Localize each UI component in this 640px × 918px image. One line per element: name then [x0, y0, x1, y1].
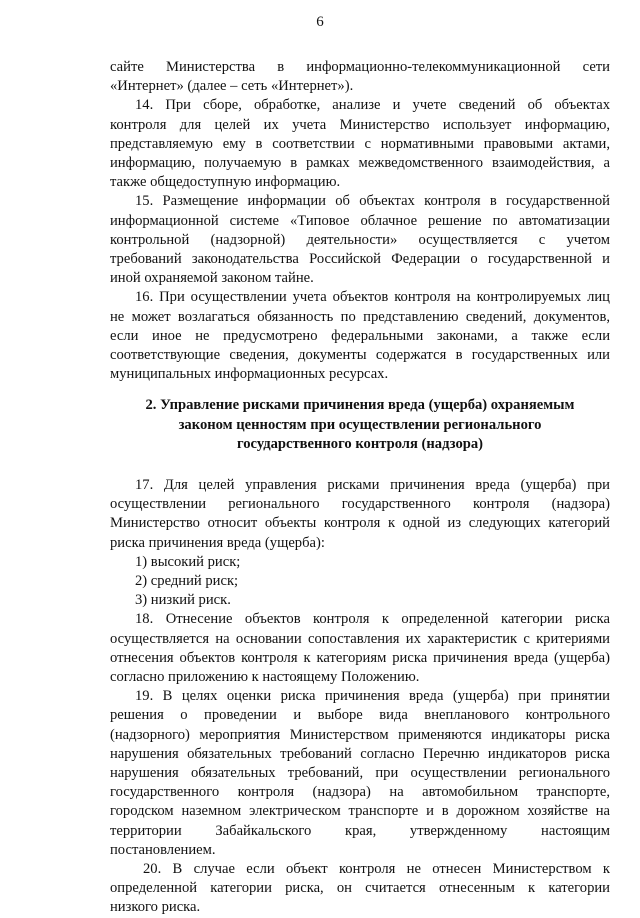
text-line: «Интернет» (далее – сеть «Интернет»).: [110, 78, 354, 95]
paragraph-17-line: Министерство относит объекты контроля к одной из следующих категорий: [110, 515, 610, 532]
paragraph-16-line: муниципальных информационных ресурсах.: [110, 366, 389, 383]
paragraph-15-line: 15. Размещение информации об объектах контроля в государственной: [135, 193, 610, 210]
paragraph-14-line: также общедоступную информацию.: [110, 174, 341, 191]
text-line: сайте Министерства в информационно-телекоммуникационной сети: [110, 59, 610, 75]
paragraph-18-line: согласно приложению к настоящему Положению.: [110, 669, 420, 685]
list-item: 3) низкий риск.: [135, 592, 231, 609]
paragraph-14-line: информацию, получаемую в рамках межведомственного взаимодействия, а: [110, 155, 610, 171]
paragraph-14-line: 14. При сборе, обработке, анализе и учете сведений об объектах: [135, 97, 610, 114]
paragraph-16-line: не может возлагаться обязанность по представлению сведений, документов,: [110, 308, 610, 325]
paragraph-19-line: постановлением.: [110, 841, 216, 858]
page-number: 6: [316, 14, 324, 30]
paragraph-18-line: осуществляется на основании сопоставления их характеристик с критериями: [110, 630, 610, 647]
paragraph-20-line: низкого риска.: [110, 899, 201, 916]
paragraph-17-line: 17. Для целей управления рисками причинения вреда (ущерба) при: [135, 477, 610, 493]
paragraph-16-line: 16. При осуществлении учета объектов контроля на контролируемых лиц: [135, 289, 610, 306]
paragraph-15-line: контрольной (надзорной) деятельности» осуществляется с учетом: [110, 231, 610, 248]
paragraph-15-line: информационной системе «Типовое облачное решение по автоматизации: [110, 212, 610, 229]
paragraph-19-line: решения о проведении и выборе вида внепланового контрольного: [110, 707, 610, 724]
paragraph-16-line: если иное не предусмотрено федеральными законами, а также если: [110, 327, 610, 344]
paragraph-14-line: контроля для целей их учета Министерство использует информацию,: [110, 116, 610, 133]
paragraph-19-line: нарушения обязательных требований, при осуществлении регионального: [110, 765, 610, 781]
paragraph-19-line: государственного контроля (надзора) на автомобильном транспорте,: [110, 784, 610, 801]
paragraph-16-line: соответствующие сведения, документы содержатся в государственных или: [110, 347, 610, 363]
section-heading-line: государственного контроля (надзора): [236, 435, 484, 452]
paragraph-18-line: 18. Отнесение объектов контроля к определенной категории риска: [135, 611, 610, 628]
paragraph-17-line: осуществлении регионального государственного контроля (надзора): [110, 496, 610, 513]
paragraph-15-line: требований законодательства Российской Федерации о государственной и: [110, 251, 610, 267]
paragraph-15-line: иной охраняемой законом тайне.: [110, 270, 314, 287]
paragraph-19-line: (надзорного) мероприятия Министерством применяются индикаторы риска: [110, 726, 610, 743]
paragraph-19-line: нарушения обязательных требований согласно Перечню индикаторов риска: [110, 745, 610, 762]
paragraph-20-line: определенной категории риска, он считается отнесенным к категории: [110, 880, 610, 897]
paragraph-19-line: территории Забайкальского края, утвержденному настоящим: [110, 822, 610, 839]
section-heading-line: законом ценностям при осуществлении регионального: [178, 416, 542, 433]
list-item: 1) высокий риск;: [135, 553, 241, 570]
paragraph-19-line: городском наземном электрическом транспорте и в дорожном хозяйстве на: [110, 803, 610, 820]
paragraph-14-line: представляемую ему в соответствии с нормативными правовыми актами,: [110, 135, 610, 152]
paragraph-19-line: 19. В целях оценки риска причинения вреда (ущерба) при принятии: [135, 688, 610, 705]
paragraph-18-line: отнесения объектов контроля к категориям риска причинения вреда (ущерба): [110, 649, 610, 666]
section-heading-line: 2. Управление рисками причинения вреда (ущерба) охраняемым: [145, 397, 575, 414]
list-item: 2) средний риск;: [135, 573, 239, 589]
paragraph-17-line: риска причинения вреда (ущерба):: [110, 534, 325, 551]
paragraph-20-line: 20. В случае если объект контроля не отнесен Министерством к: [143, 861, 610, 877]
